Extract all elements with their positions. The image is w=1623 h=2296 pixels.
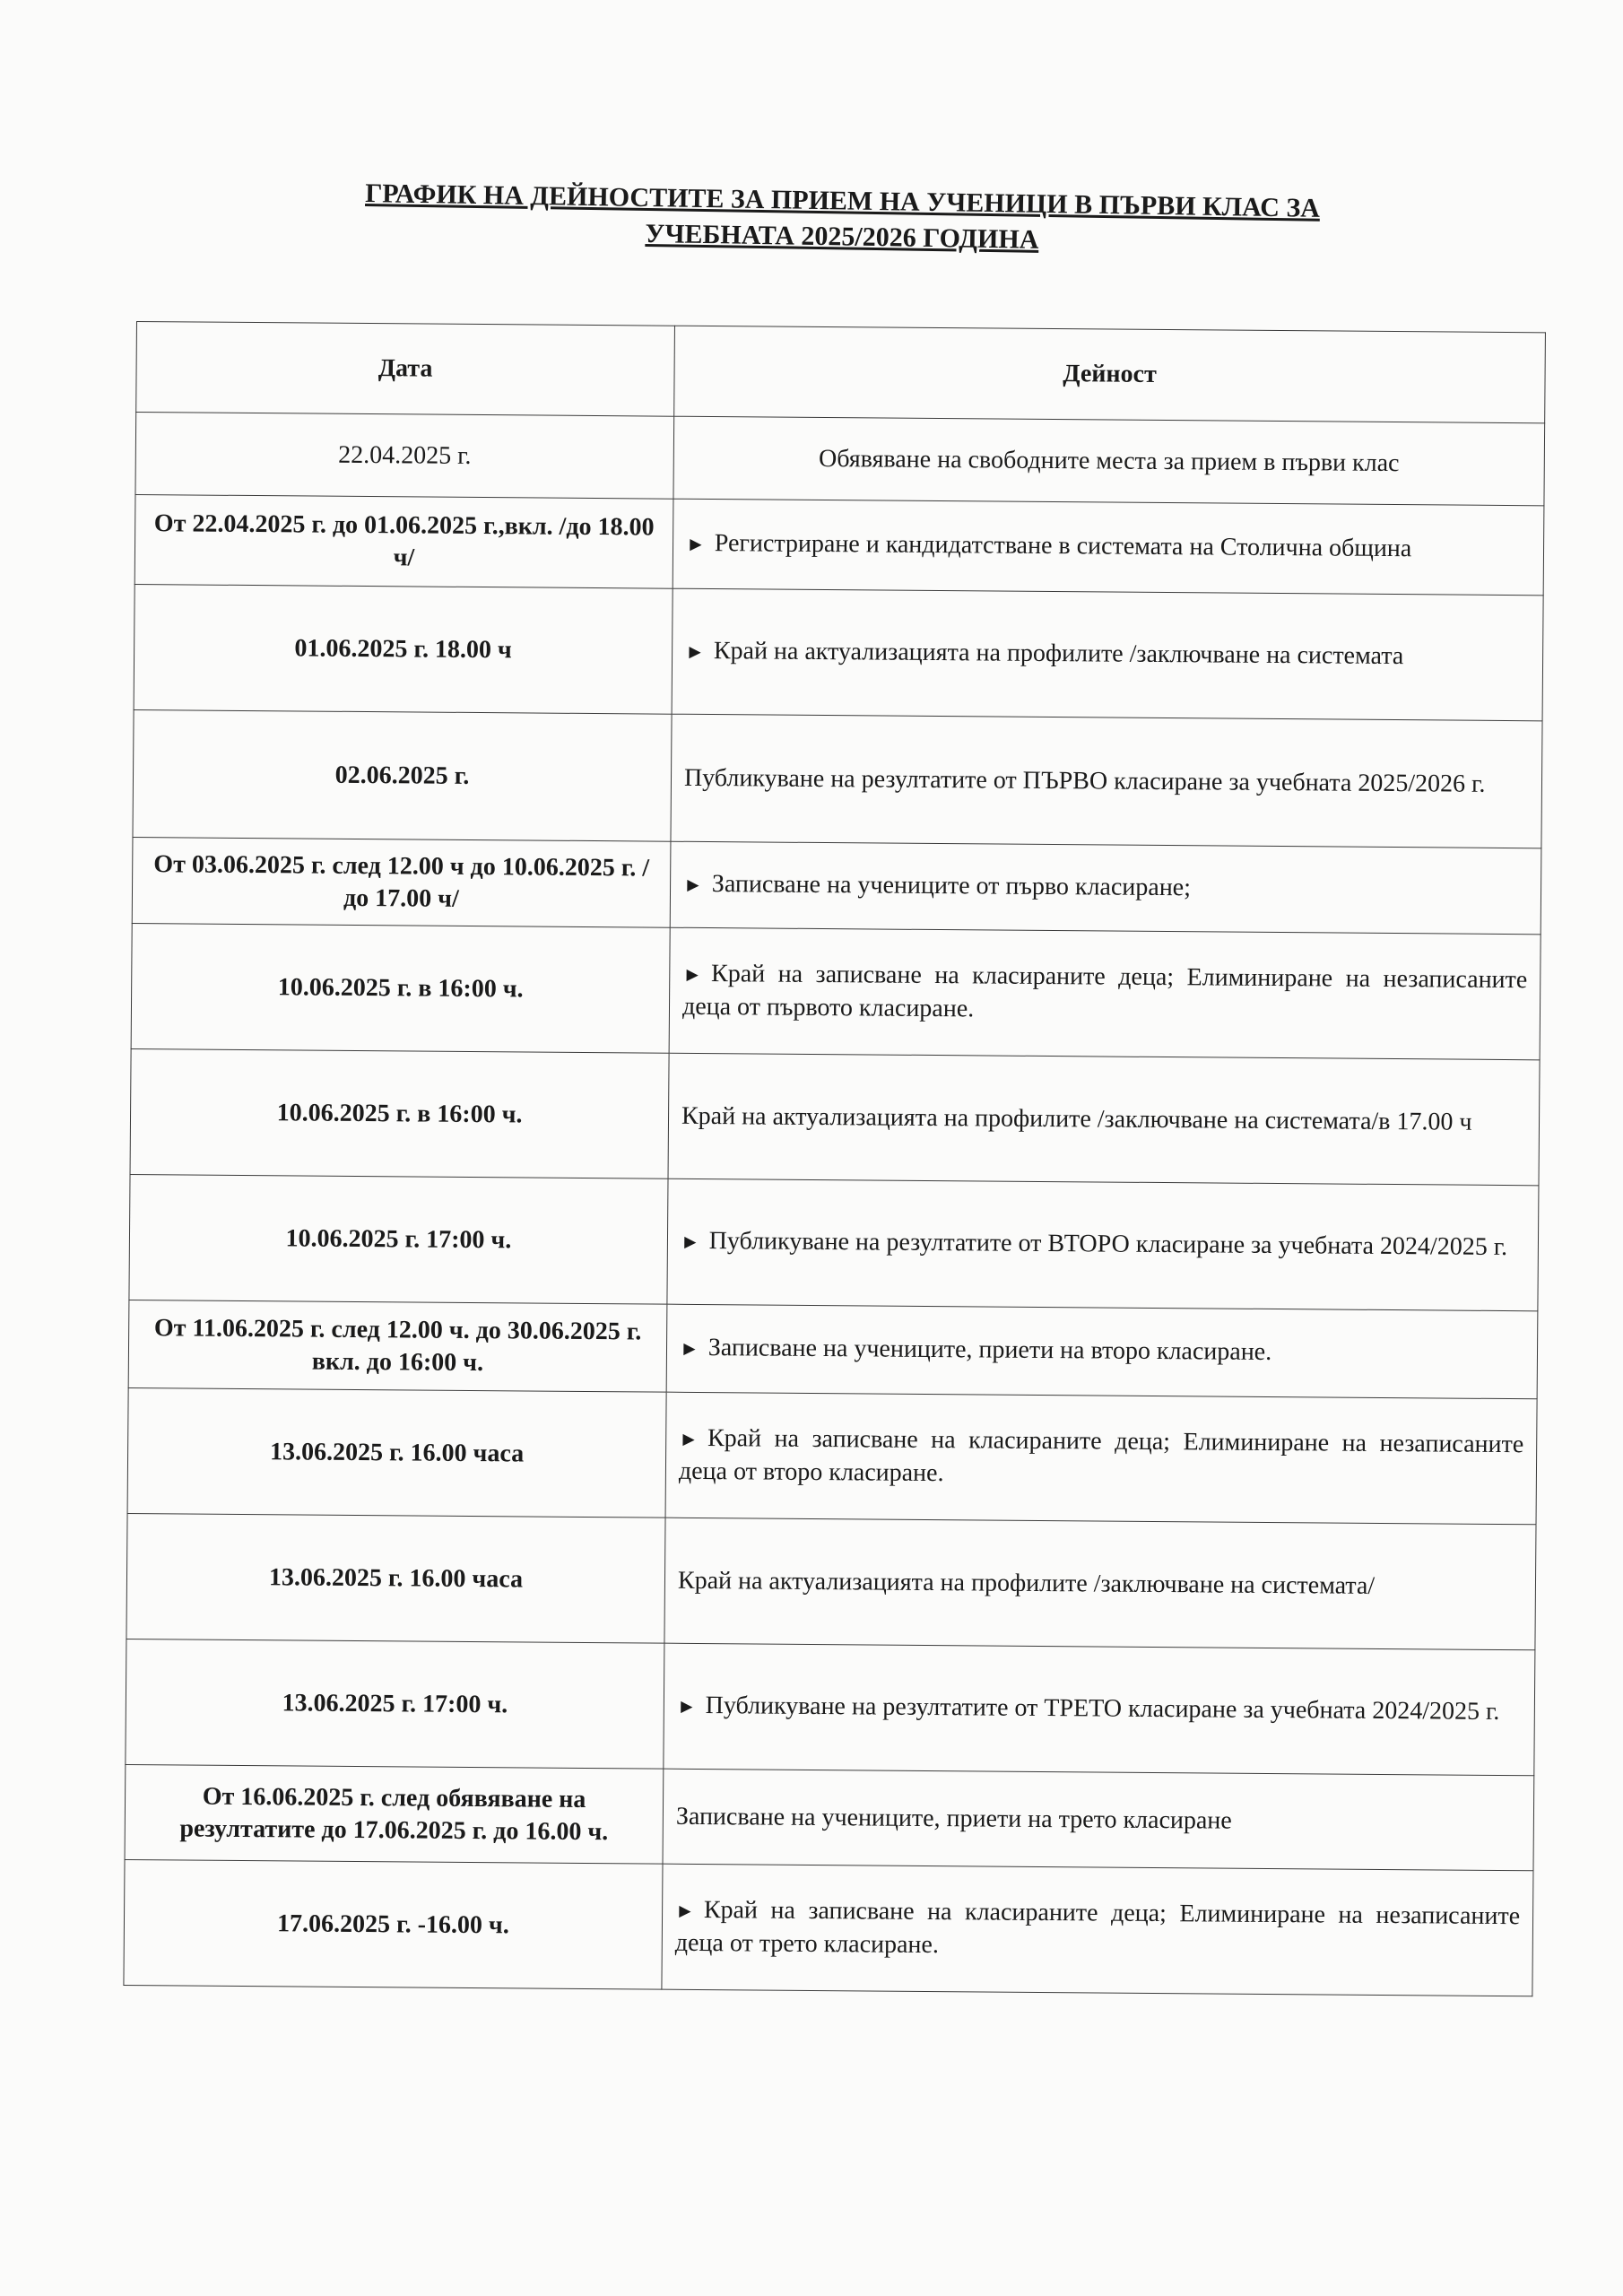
bullet-arrow-icon: ► (685, 639, 706, 663)
activity-cell (663, 1769, 1534, 1871)
document-title (304, 175, 1381, 264)
bullet-arrow-icon: ► (685, 532, 706, 555)
header-activity: Дейност (674, 326, 1546, 423)
activity-text: Регистриране и кандидатстване в системата на Столична община (714, 529, 1412, 563)
table-row (124, 1859, 1533, 1996)
activity-text: Обявяване на свободните места за прием в първи клас (818, 444, 1400, 477)
activity-cell (672, 588, 1543, 721)
date-cell: 10.06.2025 г. в 16:00 ч. (131, 923, 670, 1053)
activity-cell (666, 1304, 1538, 1399)
bullet-arrow-icon: ► (679, 1336, 699, 1360)
table-header-row (136, 322, 1546, 423)
activity-cell (662, 1864, 1533, 1996)
table-row (132, 837, 1541, 934)
activity-cell (664, 1643, 1535, 1776)
activity-cell (673, 499, 1544, 596)
activity-text: Публикуване на резултатите от ТРЕТО класиране за учебната 2024/2025 г. (705, 1692, 1500, 1726)
bullet-arrow-icon: ► (676, 1694, 697, 1718)
date-cell: 13.06.2025 г. 17:00 ч. (126, 1639, 664, 1769)
activity-text: Край на актуализацията на профилите /заключване на системата (713, 637, 1404, 671)
date-cell: 17.06.2025 г. -16.00 ч. (124, 1859, 663, 1989)
date-cell: 10.06.2025 г. 17:00 ч. (129, 1174, 668, 1304)
activity-cell (665, 1392, 1537, 1525)
table-row (126, 1639, 1535, 1775)
activity-text: Край на актуализацията на профилите /заключване на системата/в 17.00 ч (681, 1101, 1472, 1136)
table-row (135, 494, 1544, 595)
date-cell: 10.06.2025 г. в 16:00 ч. (130, 1048, 669, 1178)
date-cell: 02.06.2025 г. (133, 709, 672, 841)
activity-text: Записване на учениците, приети на трето класиране (675, 1802, 1232, 1835)
table-row (130, 1048, 1540, 1185)
table-row (133, 709, 1542, 848)
activity-text: Записване на учениците, приети на второ класиране. (707, 1334, 1272, 1366)
title-line-2: УЧЕБНАТА 2025/2026 ГОДИНА (645, 218, 1039, 255)
date-cell: 13.06.2025 г. 16.00 часа (126, 1513, 665, 1643)
date-cell: 22.04.2025 г. (135, 413, 674, 500)
activity-text: Записване на учениците от първо класиране; (711, 870, 1192, 902)
date-cell: 01.06.2025 г. 18.00 ч (134, 584, 673, 714)
activity-cell (668, 1053, 1540, 1186)
bullet-arrow-icon: ► (682, 962, 703, 986)
activity-text: Край на записване на класираните деца; Елиминиране на незаписаните деца от трето класиране. (674, 1896, 1521, 1960)
table-row (128, 1300, 1538, 1398)
bullet-arrow-icon: ► (675, 1899, 695, 1922)
date-cell: 13.06.2025 г. 16.00 часа (127, 1387, 666, 1518)
bullet-arrow-icon: ► (682, 873, 703, 896)
table-row (135, 413, 1545, 506)
table-row (126, 1513, 1536, 1649)
activity-text: Публикуване на резултатите от ПЪРВО класиране за учебната 2025/2026 г. (683, 763, 1486, 798)
header-date: Дата (136, 322, 675, 417)
date-cell: От 22.04.2025 г. до 01.06.2025 г.,вкл. /до 18.00 ч/ (135, 494, 673, 588)
date-cell: От 16.06.2025 г. след обявяване на резултатите до 17.06.2025 г. до 16.00 ч. (125, 1764, 664, 1864)
date-cell: От 03.06.2025 г. след 12.00 ч до 10.06.2025 г. /до 17.00 ч/ (132, 837, 671, 927)
table-row (125, 1764, 1534, 1870)
activity-cell (671, 714, 1542, 848)
table-row (127, 1387, 1537, 1524)
table-row (131, 923, 1541, 1059)
bullet-arrow-icon: ► (679, 1427, 699, 1450)
table-row (134, 584, 1543, 720)
table-row (129, 1174, 1539, 1310)
activity-cell (673, 416, 1545, 506)
activity-text: Край на записване на класираните деца; Елиминиране на незаписаните деца от първото класиране. (681, 960, 1528, 1023)
title-line-1: ГРАФИК НА ДЕЙНОСТИТЕ ЗА ПРИЕМ НА УЧЕНИЦИ В ПЪРВИ КЛАС ЗА (364, 178, 1321, 223)
schedule-table (123, 321, 1546, 1996)
activity-text: Край на записване на класираните деца; Елиминиране на незаписаните деца от второ класиране. (678, 1424, 1524, 1488)
activity-cell (664, 1518, 1536, 1650)
activity-text: Край на актуализацията на профилите /заключване на системата/ (677, 1566, 1376, 1600)
activity-cell (670, 841, 1541, 935)
activity-cell (667, 1178, 1539, 1311)
activity-cell (669, 927, 1541, 1060)
date-cell: От 11.06.2025 г. след 12.00 ч. до 30.06.2025 г. вкл. до 16:00 ч. (128, 1300, 667, 1392)
activity-text: Публикуване на резултатите от ВТОРО класиране за учебната 2024/2025 г. (708, 1227, 1508, 1262)
bullet-arrow-icon: ► (680, 1230, 700, 1253)
